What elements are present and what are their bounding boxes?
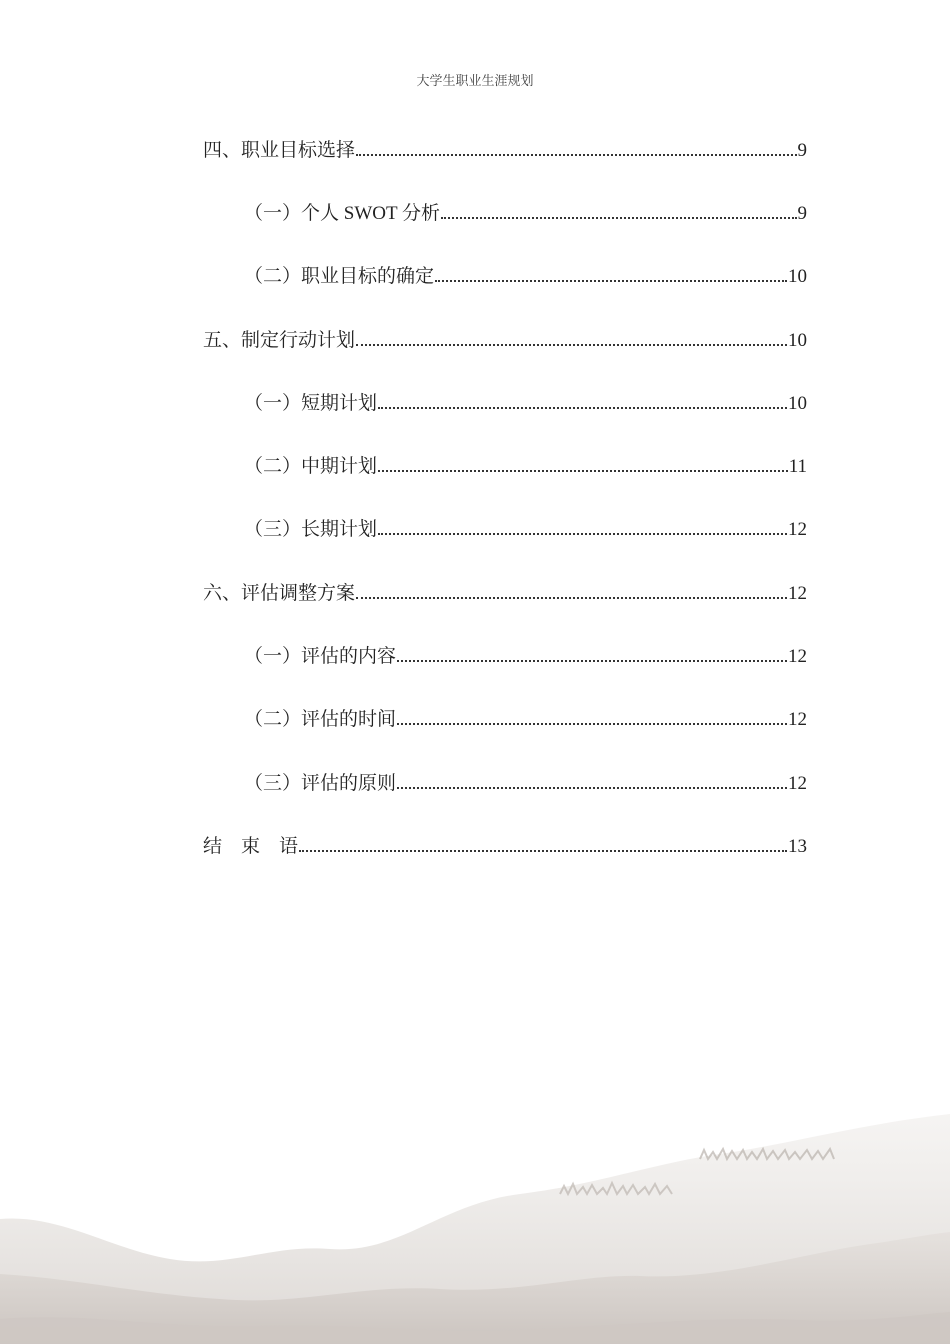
- toc-entry-page: 9: [797, 140, 807, 161]
- toc-entry[interactable]: [244, 517, 807, 543]
- toc-entry-title: （一）短期计划: [244, 393, 378, 414]
- toc-entry-page: 10: [788, 330, 807, 351]
- toc-entry-page: 12: [788, 709, 807, 730]
- toc-entry[interactable]: [244, 454, 807, 480]
- toc-leader-dots: [397, 783, 787, 789]
- toc-entry-title: 四、职业目标选择: [203, 140, 356, 161]
- mountain-background-image: [0, 1044, 950, 1344]
- toc-leader-dots: [356, 150, 796, 156]
- toc-entry[interactable]: [244, 264, 807, 290]
- toc-leader-dots: [441, 213, 797, 219]
- toc-leader-dots: [435, 276, 787, 282]
- toc-entry-page: 11: [788, 456, 807, 477]
- toc-entry[interactable]: [203, 328, 807, 354]
- toc-entry-title: 六、评估调整方案: [203, 583, 356, 604]
- toc-entry-title: （三）长期计划: [244, 519, 378, 540]
- toc-leader-dots: [397, 656, 787, 662]
- toc-entry-page: 10: [788, 393, 807, 414]
- toc-leader-dots: [356, 340, 787, 346]
- toc-entry[interactable]: [203, 834, 807, 860]
- toc-leader-dots: [378, 529, 787, 535]
- toc-entry-page: 12: [788, 646, 807, 667]
- toc-entry-page: 9: [797, 203, 807, 224]
- toc-entry-title: （一）个人 SWOT 分析: [244, 203, 440, 224]
- toc-leader-dots: [378, 466, 788, 472]
- toc-entry-page: 10: [788, 266, 807, 287]
- toc-entry-page: 12: [788, 583, 807, 604]
- toc-entry-title: 结 束 语: [203, 836, 299, 857]
- toc-entry-title: （二）职业目标的确定: [244, 266, 435, 287]
- toc-leader-dots: [356, 593, 787, 599]
- toc-entry-page: 12: [788, 519, 807, 540]
- toc-entry[interactable]: [203, 581, 807, 607]
- toc-entry-title: 五、制定行动计划: [203, 330, 356, 351]
- page-header: 大学生职业生涯规划: [416, 73, 534, 88]
- toc-entry[interactable]: [244, 201, 807, 227]
- toc-entry-page: 12: [788, 773, 807, 794]
- toc-entry[interactable]: [244, 644, 807, 670]
- toc-entry-page: 13: [788, 836, 807, 857]
- toc-leader-dots: [378, 403, 787, 409]
- toc-entry-title: （二）中期计划: [244, 456, 378, 477]
- toc-entry-title: （二）评估的时间: [244, 709, 397, 730]
- toc-entry-title: （一）评估的内容: [244, 646, 397, 667]
- toc-entry[interactable]: [203, 138, 807, 164]
- toc-leader-dots: [299, 846, 787, 852]
- toc-entry[interactable]: [244, 391, 807, 417]
- toc-entry-title: （三）评估的原则: [244, 773, 397, 794]
- toc-entry[interactable]: [244, 707, 807, 733]
- toc-leader-dots: [397, 719, 787, 725]
- toc-entry[interactable]: [244, 771, 807, 797]
